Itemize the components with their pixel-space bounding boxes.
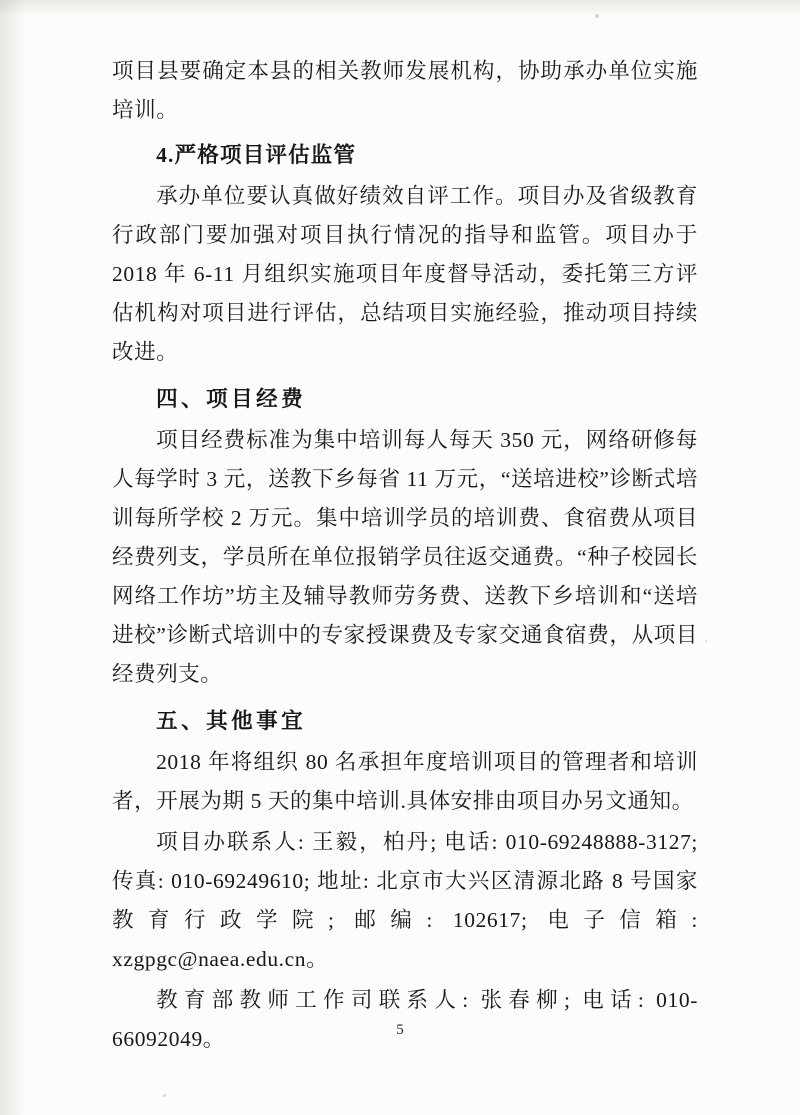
heading-section-four-funding: 四、项目经费 — [156, 387, 307, 411]
paragraph-contact-office: 项目办联系人: 王毅，柏丹; 电话: 010-69248888-3127; 传真: 010-69249610; 地址: 北京市大兴区清源北路 8 号国家教育行政学院; 邮编: 102617; 电子信箱: xzgpgc@naea.edu.cn。 — [112, 830, 698, 971]
page-edge-shadow-top — [0, 0, 800, 16]
paragraph-supervision: 承办单位要认真做好绩效自评工作。项目办及省级教育行政部门要加强对项目执行情况的指导和监管。项目办于 2018 年 6-11 月组织实施项目年度督导活动，委托第三方评估机构对项目进行评估，总结项目实施经验，推动项目持续改进。 — [112, 184, 698, 364]
heading-strict-supervision: 4.严格项目评估监管 — [156, 143, 357, 167]
heading-section-five-other: 五、其他事宜 — [156, 709, 307, 733]
scan-speck — [163, 1094, 166, 1097]
paragraph-other-matters: 2018 年将组织 80 名承担年度培训项目的管理者和培训者，开展为期 5 天的集中培训.具体安排由项目办另文通知。 — [112, 750, 698, 813]
paragraph-intro: 项目县要确定本县的相关教师发展机构，协助承办单位实施培训。 — [112, 59, 698, 122]
page-edge-shadow-left — [0, 0, 26, 1115]
document-text-body — [112, 52, 698, 1061]
paragraph-contact-ministry: 教育部教师工作司联系人: 张春柳; 电话: 010-66092049。 — [112, 988, 698, 1051]
paragraph-funding: 项目经费标准为集中培训每人每天 350 元，网络研修每人每学时 3 元，送教下乡每省 11 万元，“送培进校”诊断式培训每所学校 2 万元。集中培训学员的培训费、食宿费从项目经费列支，学员所在单位报销学员往返交通费。“种子校园长网络工作坊”坊主及辅导教师劳务费、送教下乡培训和“送培进校”诊断式培训中的专家授课费及专家交通食宿费，从项目经费列支。 — [112, 428, 698, 686]
scan-speck — [705, 640, 707, 642]
scan-speck — [595, 14, 599, 18]
page-number: 5 — [396, 1022, 404, 1038]
